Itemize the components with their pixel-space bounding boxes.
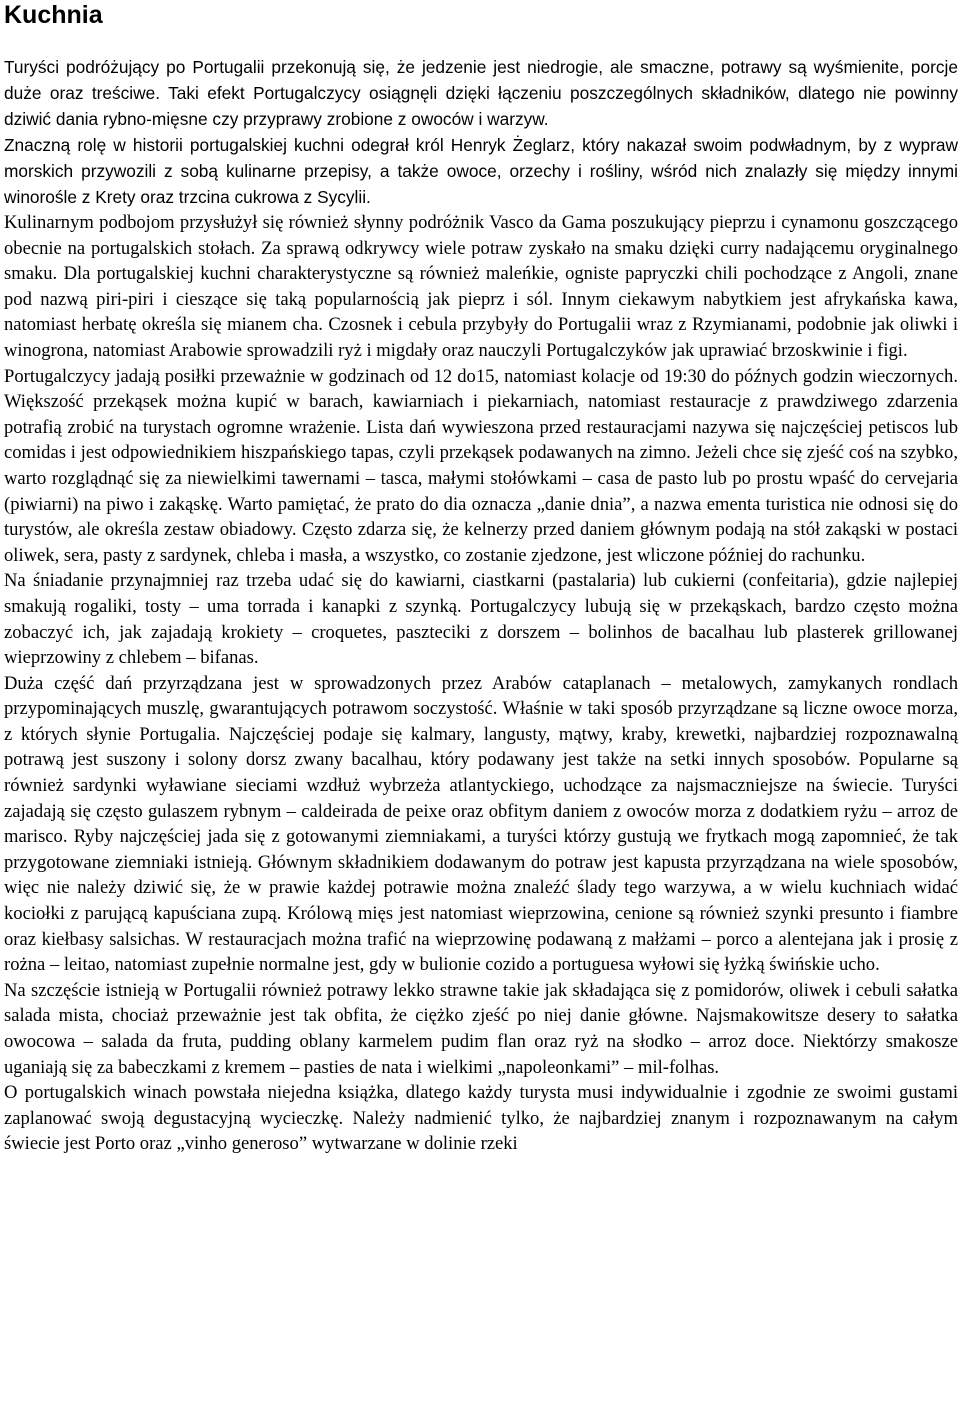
paragraph-light-dishes: Na szczęście istnieją w Portugalii również potrawy lekko strawne takie jak składająca się z pomidorów, oliwek i cebuli sałatka salada mista, chociaż przeważnie jest tak obfita, że ciężko zjeść po niej danie główne. Najsmakowitsze desery to sałatka owocowa – salada da fruta, pudding oblany karmelem pudim flan oraz ryż na słodko – arroz doce. Niektórzy smakosze uganiają się za babeczkami z kremem – pasties de nata i wielkimi „napoleonkami” – mil-folhas. xyxy=(4,979,958,1078)
paragraph-henryk: Znaczną rolę w historii portugalskiej kuchni odegrał król Henryk Żeglarz, który nakazał swoim podwładnym, by z wypraw morskich przywozili z sobą kulinarne przepisy, a także owoce, orzechy i rośliny, wśród nich znalazły się między innymi winorośle z Krety oraz trzcina cukrowa z Sycylii. xyxy=(4,135,958,207)
paragraph-wines: O portugalskich winach powstała niejedna książka, dlatego każdy turysta musi indywidualnie i zgodnie ze swoimi gustami zaplanować swoją degustacyjną wycieczkę. Należy nadmienić tylko, że najbardziej znanym i rozpoznawanym na całym świecie jest Porto oraz „vinho generoso” wytwarzane w dolinie rzeki xyxy=(4,1082,958,1155)
page-title: Kuchnia xyxy=(4,1,103,29)
paragraph-cataplana: Duża część dań przyrządzana jest w sprowadzonych przez Arabów cataplanach – metalowych, zamykanych rondlach przypominających muszlę, gwarantujących potrawom soczystość. Właśnie w taki sposób przyrządzane są liczne owoce morza, z których słynie Portugalia. Najczęściej podaje się kalmary, langusty, mątwy, kraby, krewetki, najbardziej rozpoznawalną potrawą jest suszony i solony dorsz zwany bacalhau, który podawany jest także na setki innych sposobów. Popularne są również sardynki wyławiane sieciami wzdłuż wybrzeża atlantyckiego, uchodzące za najsmaczniejsze na świecie. Turyści zajadają się często gulaszem rybnym – caldeirada de peixe oraz obfitym daniem z owoców morza z dodatkiem ryżu – arroz de marisco. Ryby najczęściej jada się z gotowanymi ziemniakami, a turyści którzy gustują we frytkach mogą zapomnieć, że tak przygotowane ziemniaki istnieją. Głównym składnikiem dodawanym do potraw jest kapusta przyrządzana na wiele sposobów, więc nie należy dziwić się, że w prawie każdej potrawie można znaleźć ślady tego warzywa, a w wielu kuchniach widać kociołki z parującą kapuściana zupą. Królową mięs jest natomiast wieprzowina, cenione są również szynki presunto i fiambre oraz kiełbasy salsichas. W restauracjach można trafić na wieprzowinę podawaną z małżami – porco a alentejana jak i prosię z rożna – leitao, natomiast zupełnie normalne jest, gdy w bulionie cozido a portuguesa wyłowi się łyżką świńskie ucho. xyxy=(4,672,958,976)
paragraph-meal-times: Portugalczycy jadają posiłki przeważnie w godzinach od 12 do15, natomiast kolacje od 19:30 do późnych godzin wieczornych. Większość przekąsek można kupić w barach, kawiarniach i piekarniach, natomiast restauracje z prawdziwego zdarzenia potrafią zrobić na turystach ogromne wrażenie. Lista dań wywieszona przed restauracjami nazywa się najczęściej petiscos lub comidas i jest odpowiednikiem hiszpańskiego tapas, czyli przekąsek podawanych na zimno. Jeżeli chce się zjeść coś na szybko, warto rozglądnąć się za niewielkimi tawernami – tasca, małymi stołówkami – casa de pasto lub po prostu wpaść do cervejaria (piwiarni) na piwo i zakąskę. Warto pamiętać, że prato do dia oznacza „danie dnia”, a nazwa ementa turistica nie odnosi się do turystów, ale określa zestaw obiadowy. Często zdarza się, że kelnerzy przed daniem głównym podają na stół zakąski w postaci oliwek, sera, pasty z sardynek, chleba i masła, a wszystko, co zostanie zjedzone, jest wliczone później do rachunku. xyxy=(4,365,958,566)
intro-paragraph: Turyści podróżujący po Portugalii przekonują się, że jedzenie jest niedrogie, ale smaczne, potrawy są wyśmienite, porcje duże oraz treściwe. Taki efekt Portugalczycy osiągnęli dzięki łączeniu poszczególnych składników, dlatego nie powinny dziwić dania rybno-mięsne czy przyprawy zrobione z owoców i warzyw. xyxy=(4,57,958,129)
paragraph-vasco-da-gama: Kulinarnym podbojom przysłużył się również słynny podróżnik Vasco da Gama poszukujący pieprzu i cynamonu goszczącego obecnie na portugalskich stołach. Za sprawą odkrywcy wiele potraw zyskało na smaku dzięki curry nadającemu oryginalnego smaku. Dla portugalskiej kuchni charakterystyczne są również maleńkie, ogniste papryczki chili pochodzące z Angoli, znane pod nazwą piri-piri i cieszące się taką popularnością jak pieprz i sól. Innym ciekawym nabytkiem jest afrykańska kawa, natomiast herbatę określa się mianem cha. Czosnek i cebula przybyły do Portugalii wraz z Rzymianami, podobnie jak oliwki i winogrona, natomiast Arabowie sprowadzili ryż i migdały oraz nauczyli Portugalczyków jak uprawiać brzoskwinie i figi. xyxy=(4,212,958,361)
document-page xyxy=(4,0,958,1157)
paragraph-breakfast: Na śniadanie przynajmniej raz trzeba udać się do kawiarni, ciastkarni (pastalaria) lub cukierni (confeitaria), gdzie najlepiej smakują rogaliki, tosty – uma torrada i kanapki z szynką. Portugalczycy lubują się w przekąskach, bardzo często można zobaczyć ich, jak zajadają krokiety – croquetes, paszteciki z dorszem – bolinhos de bacalhau lub plasterek grillowanej wieprzowiny z chlebem – bifanas. xyxy=(4,570,958,669)
